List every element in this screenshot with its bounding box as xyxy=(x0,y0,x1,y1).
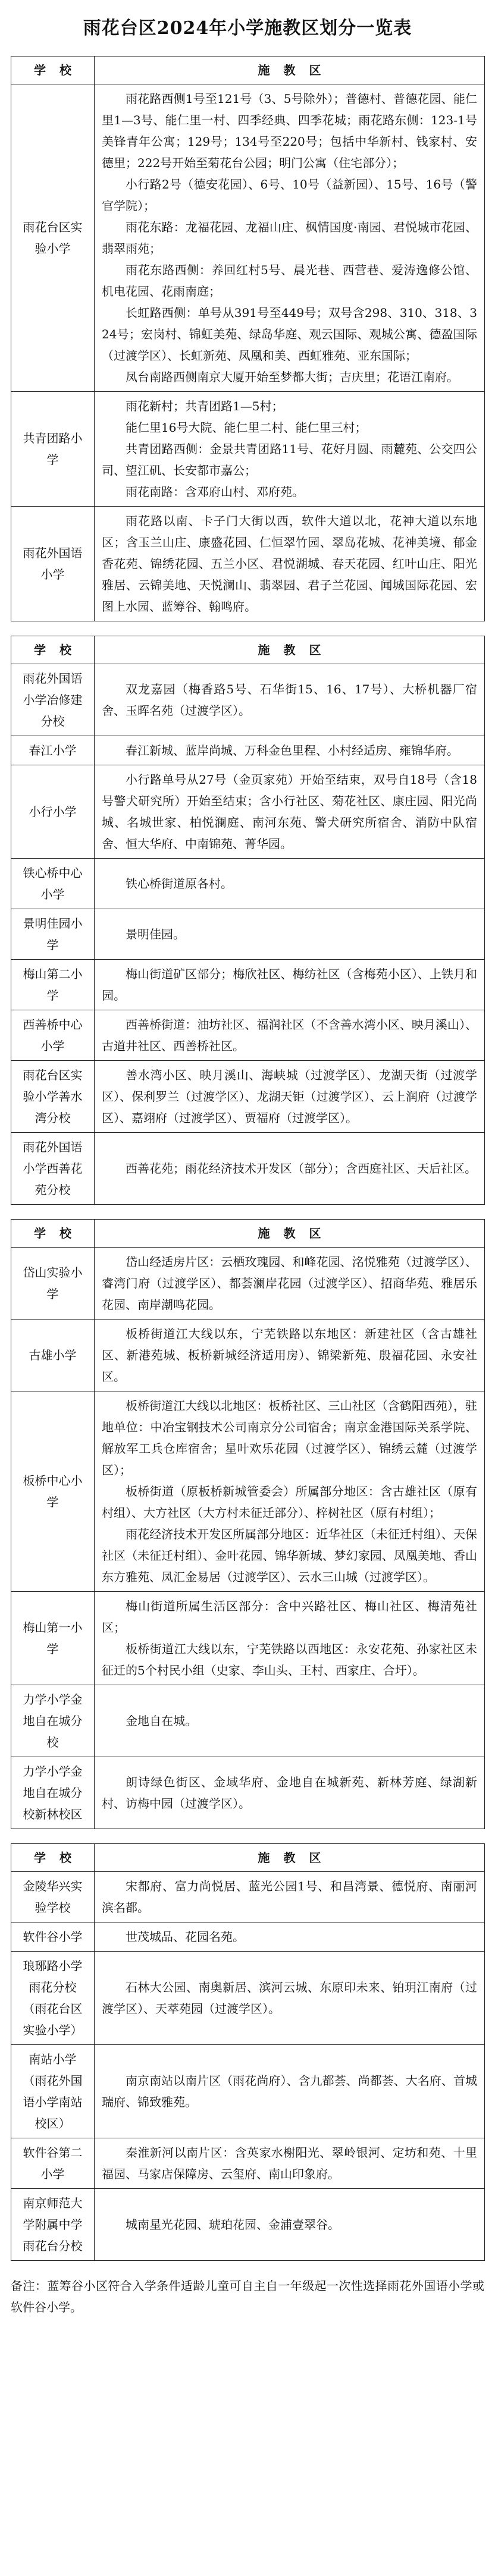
catchment-area xyxy=(95,1872,485,1922)
header-area: 施 教 区 xyxy=(95,1844,485,1872)
catchment-area xyxy=(95,507,485,621)
school-name: 软件谷小学 xyxy=(11,1922,95,1952)
school-name: 铁心桥中心小学 xyxy=(11,859,95,909)
catchment-paragraph: 雨花东路西侧：养回红村5号、晨光巷、西营巷、爱涛逸修公馆、机电花园、花雨南庭； xyxy=(102,263,477,299)
table-row xyxy=(11,1248,485,1320)
catchment-paragraph: 铁心桥街道原各村。 xyxy=(126,877,233,891)
table-header-row xyxy=(11,636,485,664)
table-row xyxy=(11,1922,485,1952)
catchment-paragraph: 朗诗绿色街区、金域华府、金地自在城新苑、新林芳庭、绿湖新村、访梅中园（过渡学区）。 xyxy=(102,1775,477,1811)
school-name: 雨花外国语小学冶修建分校 xyxy=(11,664,95,736)
catchment-paragraph: 春江新城、蓝岸尚城、万科金色里程、小村经适房、雍锦华府。 xyxy=(126,743,459,758)
catchment-paragraph: 板桥街道（原板桥新城管委会）所属部分地区：含古雄社区（原有村组）、大方社区（大方村未征迁部分）、梓树社区（原有村组）； xyxy=(102,1484,477,1520)
school-name: 古雄小学 xyxy=(11,1320,95,1391)
table-row xyxy=(11,2138,485,2189)
school-name: 梅山第一小学 xyxy=(11,1592,95,1685)
catchment-paragraph: 城南星光花园、琥珀花园、金浦壹翠谷。 xyxy=(126,2217,340,2232)
catchment-paragraph: 小行路2号（德安花园）、6号、10号（益新园）、15号、16号（警官学院）； xyxy=(102,177,477,213)
school-name: 岱山实验小学 xyxy=(11,1248,95,1320)
header-area: 施 教 区 xyxy=(95,636,485,664)
table-row xyxy=(11,1133,485,1205)
catchment-area xyxy=(95,2138,485,2189)
table-row xyxy=(11,1592,485,1685)
table-row xyxy=(11,2045,485,2138)
header-school: 学 校 xyxy=(11,1220,95,1248)
catchment-area xyxy=(95,1133,485,1205)
school-name: 南站小学（雨花外国语小学南站校区） xyxy=(11,2045,95,2138)
school-name: 金陵华兴实验学校 xyxy=(11,1872,95,1922)
catchment-paragraph: 雨花新村；共青团路1—5村； xyxy=(126,399,284,413)
catchment-area xyxy=(95,1952,485,2045)
catchment-paragraph: 雨花东路：龙福花园、龙福山庄、枫情国度·南园、君悦城市花园、翡翠雨苑； xyxy=(102,220,477,256)
school-name: 南京师范大学附属中学雨花台分校 xyxy=(11,2189,95,2261)
table-row xyxy=(11,2189,485,2261)
catchment-paragraph: 双龙嘉园（梅香路5号、石华街15、16、17号）、大桥机器厂宿舍、玉晖名苑（过渡学区）。 xyxy=(102,682,477,718)
school-name: 板桥中心小学 xyxy=(11,1391,95,1592)
catchment-paragraph: 南京南站以南片区（雨花尚府）、含九都荟、尚都荟、大名府、首城瑞府、锦致雅苑。 xyxy=(102,2074,477,2109)
catchment-paragraph: 西善桥街道：油坊社区、福润社区（不含善水湾小区、映月溪山）、古道井社区、西善桥社区。 xyxy=(102,1017,477,1053)
catchment-paragraph: 景明佳园。 xyxy=(126,927,185,941)
table-row xyxy=(11,1061,485,1133)
catchment-paragraph: 宋都府、富力尚悦居、蓝光公园1号、和昌湾景、德悦府、南丽河滨名都。 xyxy=(102,1879,477,1915)
catchment-paragraph: 善水湾小区、映月溪山、海峡城（过渡学区）、龙湖天街（过渡学区）、保利罗兰（过渡学区）、龙湖天钜（过渡学区）、云上润府（过渡学区）、嘉翊府（过渡学区）、贾福府（过渡学区）。 xyxy=(102,1068,477,1125)
allocation-table xyxy=(11,1843,485,2261)
catchment-paragraph: 共青团路西侧：金景共青团路11号、花好月圆、雨麓苑、公交四公司、望江矶、长安都市嘉公； xyxy=(102,442,477,477)
catchment-paragraph: 石林大公园、南奥新居、滨河云城、东原印未来、铂玥江南府（过渡学区）、天萃苑园（过渡学区）。 xyxy=(102,1980,477,2016)
catchment-paragraph: 雨花南路：含邓府山村、邓府苑。 xyxy=(126,485,304,499)
catchment-area xyxy=(95,1685,485,1757)
catchment-area xyxy=(95,1592,485,1685)
catchment-paragraph: 岱山经适房片区：云栖玫瑰园、和峰花园、洺悦雅苑（过渡学区）、睿湾门府（过渡学区）、都荟澜岸花园（过渡学区）、招商华苑、雅居乐花园、南岸潮鸣花园。 xyxy=(102,1255,477,1312)
table-row xyxy=(11,1320,485,1391)
catchment-paragraph: 能仁里16号大院、能仁里二村、能仁里三村； xyxy=(126,420,367,435)
table-row xyxy=(11,1952,485,2045)
catchment-area xyxy=(95,1757,485,1829)
catchment-area xyxy=(95,1010,485,1061)
catchment-area xyxy=(95,909,485,960)
school-name: 春江小学 xyxy=(11,736,95,765)
table-row xyxy=(11,1391,485,1592)
school-name: 雨花台区实验小学 xyxy=(11,84,95,392)
header-school: 学 校 xyxy=(11,56,95,84)
catchment-area xyxy=(95,2045,485,2138)
footnote: 备注：蓝筹谷小区符合入学条件适龄儿童可自主自一年级起一次性选择雨花外国语小学或软件谷小学。 xyxy=(11,2279,484,2314)
table-row xyxy=(11,1872,485,1922)
catchment-paragraph: 板桥街道江大线以东，宁芜铁路以西地区：永安花苑、孙家社区未征迁的5个村民小组（史家、李山头、王村、西家庄、合圩）。 xyxy=(102,1642,477,1677)
catchment-paragraph: 板桥街道江大线以北地区：板桥社区、三山社区（含鹤阳西苑），驻地单位：中冶宝钢技术公司南京分公司宿舍；南京金港国际关系学院、解放军工兵仓库宿舍；星叶欢乐花园（过渡学区）、锦绣云麓（过渡学区）； xyxy=(102,1399,477,1477)
school-name: 软件谷第二小学 xyxy=(11,2138,95,2189)
allocation-table xyxy=(11,56,485,621)
catchment-area xyxy=(95,1248,485,1320)
school-name: 力学小学金地自在城分校 xyxy=(11,1685,95,1757)
catchment-area xyxy=(95,1922,485,1952)
school-name: 梅山第二小学 xyxy=(11,960,95,1010)
catchment-paragraph: 长虹路西侧：单号从391号至449号；双号含298、310、318、324号；宏岗村、锦虹美苑、绿岛华庭、观云国际、观城公寓、德盈国际（过渡学区）、长虹新苑、凤凰和美、西虹雅苑、亚东国际； xyxy=(102,306,477,363)
catchment-paragraph: 雨花路西侧1号至121号（3、5号除外）；普德村、普德花园、能仁里1—3号、能仁里一村、四季经典、四季花城；雨花路东侧：123-1号美锋青年公寓；129号；134号至220号；包括中华新村、钱家村、安德里；222号开始至菊花台公园；明门公寓（住宅部分）； xyxy=(102,92,477,170)
catchment-paragraph: 凤台南路西侧南京大厦开始至梦都大街；吉庆里；花语江南府。 xyxy=(126,370,459,384)
header-school: 学 校 xyxy=(11,1844,95,1872)
table-row xyxy=(11,664,485,736)
catchment-area xyxy=(95,960,485,1010)
table-row xyxy=(11,1685,485,1757)
catchment-paragraph: 梅山街道矿区部分；梅欣社区、梅纺社区（含梅苑小区）、上铁月和园。 xyxy=(102,967,477,1003)
allocation-table xyxy=(11,1219,485,1829)
catchment-area xyxy=(95,1061,485,1133)
catchment-paragraph: 小行路单号从27号（金页家苑）开始至结束，双号自18号（含18号警犬研究所）开始至结束；含小行社区、菊花社区、康庄园、阳光尚城、名城世家、柏悦澜庭、南河东苑、警犬研究所宿舍、消防中队宿舍、恒大华府、中南锦苑、菁华园。 xyxy=(102,772,477,851)
header-school: 学 校 xyxy=(11,636,95,664)
catchment-paragraph: 板桥街道江大线以东，宁芜铁路以东地区：新建社区（含古雄社区、新港苑城、板桥新城经济适用房）、锦梁新苑、殷福花园、永安社区。 xyxy=(102,1327,477,1384)
table-header-row xyxy=(11,1220,485,1248)
header-area: 施 教 区 xyxy=(95,1220,485,1248)
catchment-area xyxy=(95,2189,485,2261)
catchment-paragraph: 世茂城品、花园名苑。 xyxy=(126,1930,245,1944)
table-row xyxy=(11,765,485,859)
catchment-area xyxy=(95,1320,485,1391)
catchment-area xyxy=(95,84,485,392)
table-row xyxy=(11,1757,485,1829)
catchment-paragraph: 梅山街道所属生活区部分：含中兴路社区、梅山社区、梅清苑社区； xyxy=(102,1599,477,1635)
catchment-area xyxy=(95,765,485,859)
school-name: 雨花台区实验小学善水湾分校 xyxy=(11,1061,95,1133)
table-row xyxy=(11,392,485,507)
catchment-area xyxy=(95,859,485,909)
table-sections xyxy=(11,56,484,2261)
allocation-table xyxy=(11,636,485,1205)
table-row xyxy=(11,736,485,765)
school-name: 小行小学 xyxy=(11,765,95,859)
catchment-paragraph: 雨花路以南、卡子门大街以西，软件大道以北，花神大道以东地区；含玉兰山庄、康盛花园、仁恒翠竹园、翠岛花城、花神美境、郁金香花苑、锦绣花园、五兰小区、君悦湖城、春天花园、红叶山庄、阳光雅居、云锦美地、天悦澜山、翡翠园、君子兰花园、闻城国际花园、宏图上水园、蓝筹谷、翰鸣府。 xyxy=(102,514,477,614)
catchment-area xyxy=(95,1391,485,1592)
school-name: 共青团路小学 xyxy=(11,392,95,507)
table-header-row xyxy=(11,56,485,84)
school-name: 西善桥中心小学 xyxy=(11,1010,95,1061)
table-row xyxy=(11,507,485,621)
school-name: 景明佳园小学 xyxy=(11,909,95,960)
catchment-area xyxy=(95,664,485,736)
catchment-paragraph: 金地自在城。 xyxy=(126,1714,197,1728)
catchment-paragraph: 西善花苑；雨花经济技术开发区（部分）；含西庭社区、天后社区。 xyxy=(126,1161,477,1176)
school-name: 雨花外国语小学 xyxy=(11,507,95,621)
school-name: 琅琊路小学雨花分校（雨花台区实验小学） xyxy=(11,1952,95,2045)
catchment-paragraph: 雨花经济技术开发区所属部分地区：近华社区（未征迁村组）、天保社区（未征迁村组）、金叶花园、锦华新城、梦幻家园、凤凰美地、香山东方雅苑、凤汇金易居（过渡学区）、云水三山城（过渡学区）。 xyxy=(102,1527,477,1584)
table-row xyxy=(11,859,485,909)
school-name: 雨花外国语小学西善花苑分校 xyxy=(11,1133,95,1205)
page-title: 雨花台区2024年小学施教区划分一览表 xyxy=(83,18,412,39)
table-row xyxy=(11,960,485,1010)
catchment-area xyxy=(95,736,485,765)
table-row xyxy=(11,909,485,960)
catchment-paragraph: 秦淮新河以南片区：含英家水榭阳光、翠岭银河、定坊和苑、十里福园、马家店保障房、云玺府、南山印象府。 xyxy=(102,2145,477,2181)
table-row xyxy=(11,84,485,392)
catchment-area xyxy=(95,392,485,507)
school-name: 力学小学金地自在城分校新林校区 xyxy=(11,1757,95,1829)
table-row xyxy=(11,1010,485,1061)
header-area: 施 教 区 xyxy=(95,56,485,84)
table-header-row xyxy=(11,1844,485,1872)
